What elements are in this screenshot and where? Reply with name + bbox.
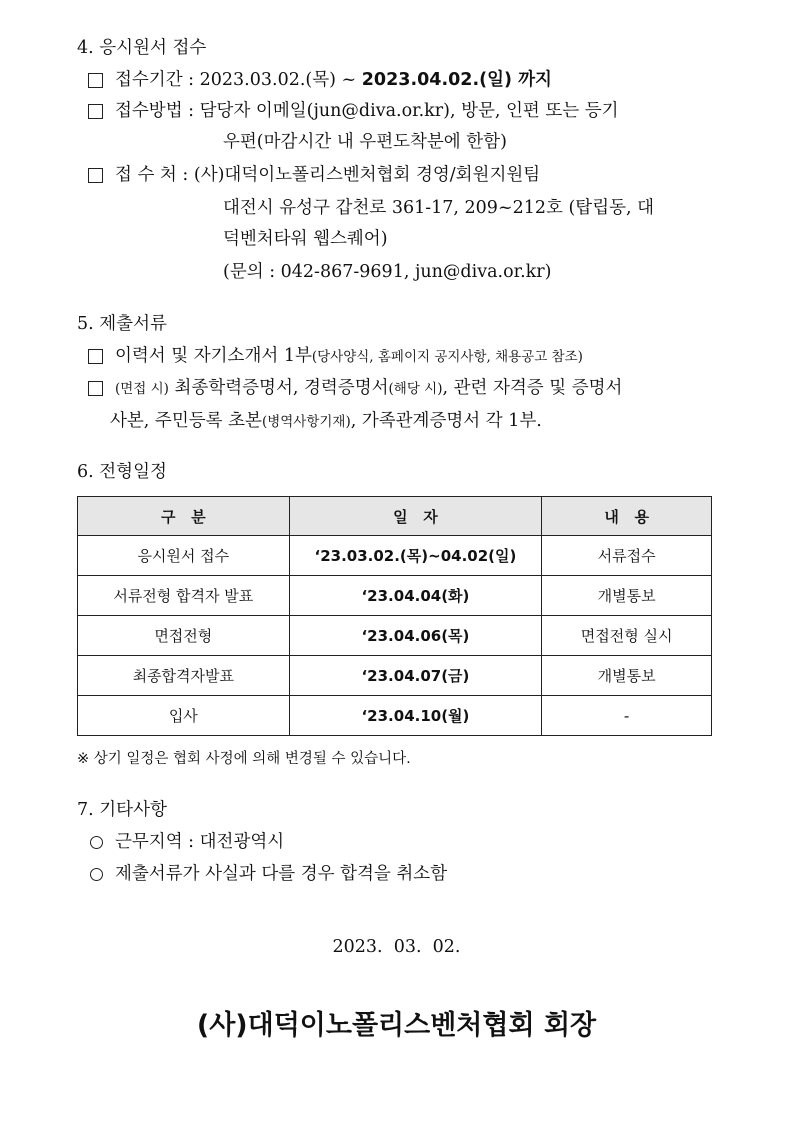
- item2-note2: (병역사항기재): [261, 414, 351, 430]
- header-date: 일 자: [289, 497, 542, 536]
- row-date: ‘23.04.06(목): [289, 616, 542, 656]
- row-category: 면접전형: [78, 616, 290, 656]
- table-row: [78, 656, 712, 696]
- item2-pre: (면접 시): [115, 381, 169, 397]
- row-category: 입사: [78, 696, 290, 736]
- checkbox-icon: [88, 168, 103, 183]
- table-header-row: [78, 497, 712, 536]
- table-row: [78, 536, 712, 576]
- period-end: 2023.04.02.(일) 까지: [361, 70, 552, 90]
- period-label: 접수기간 : 2023.03.02.(목) ~: [115, 70, 362, 90]
- item1-main: 이력서 및 자기소개서 1부: [115, 346, 312, 366]
- table-row: [78, 696, 712, 736]
- item2-main2: , 관련 자격증 및 증명서: [442, 378, 623, 398]
- row-category: 최종합격자발표: [78, 656, 290, 696]
- row-date: ‘23.04.10(월): [289, 696, 542, 736]
- row-date: ‘23.04.07(금): [289, 656, 542, 696]
- document-date: 2023. 03. 02.: [332, 937, 461, 957]
- table-row: [78, 616, 712, 656]
- header-category: 구 분: [78, 497, 290, 536]
- item2-cont-b: , 가족관계증명서 각 1부.: [350, 411, 542, 431]
- section7-item-1: 근무지역 : 대전광역시: [115, 832, 285, 852]
- row-date: ‘23.04.04(화): [289, 576, 542, 616]
- section5-title: 5. 제출서류: [77, 314, 167, 334]
- section4-title: 4. 응시원서 접수: [77, 38, 207, 58]
- item2-main1: 최종학력증명서, 경력증명서: [168, 378, 389, 398]
- header-content: 내 용: [542, 497, 712, 536]
- table-row: [78, 576, 712, 616]
- section4-place: 접 수 처 : (사)대덕이노폴리스벤처협회 경영/회원지원팀: [115, 165, 541, 185]
- item2-cont-a: 사본, 주민등록 초본: [110, 411, 262, 431]
- row-content: -: [542, 696, 712, 736]
- section4-contact: (문의 : 042-867-9691, jun@diva.or.kr): [223, 262, 552, 282]
- item2-note1: (해당 시): [388, 381, 443, 397]
- section5-item-2-cont: [110, 413, 542, 431]
- section4-method: 접수방법 : 담당자 이메일(jun@diva.or.kr), 방문, 인편 또는 등기: [115, 101, 619, 121]
- section4-period: [115, 72, 552, 90]
- row-category: 응시원서 접수: [78, 536, 290, 576]
- row-content: 서류접수: [542, 536, 712, 576]
- checkbox-icon: [88, 104, 103, 119]
- section5-item-1: [115, 348, 583, 366]
- issuing-organization: (사)대덕이노폴리스벤처협회 회장: [196, 1010, 597, 1041]
- section4-method-cont: 우편(마감시간 내 우편도착분에 한함): [223, 132, 507, 152]
- section4-address-1: 대전시 유성구 갑천로 361-17, 209~212호 (탑립동, 대: [223, 198, 655, 218]
- schedule-note: ※ 상기 일정은 협회 사정에 의해 변경될 수 있습니다.: [77, 751, 411, 767]
- section5-item-2: [115, 380, 622, 398]
- row-category: 서류전형 합격자 발표: [78, 576, 290, 616]
- section7-item-2: 제출서류가 사실과 다를 경우 합격을 취소함: [115, 864, 448, 884]
- circle-bullet-icon: [90, 836, 103, 849]
- row-date: ‘23.03.02.(목)~04.02(일): [289, 536, 542, 576]
- item1-note: (당사양식, 홈페이지 공지사항, 채용공고 참조): [311, 349, 583, 365]
- row-content: 개별통보: [542, 576, 712, 616]
- checkbox-icon: [88, 73, 103, 88]
- checkbox-icon: [88, 381, 103, 396]
- schedule-table: [77, 496, 712, 736]
- section6-title: 6. 전형일정: [77, 462, 167, 482]
- circle-bullet-icon: [90, 868, 103, 881]
- checkbox-icon: [88, 349, 103, 364]
- section4-address-2: 덕벤처타워 웹스퀘어): [223, 229, 388, 249]
- row-content: 개별통보: [542, 656, 712, 696]
- section7-title: 7. 기타사항: [77, 800, 167, 820]
- row-content: 면접전형 실시: [542, 616, 712, 656]
